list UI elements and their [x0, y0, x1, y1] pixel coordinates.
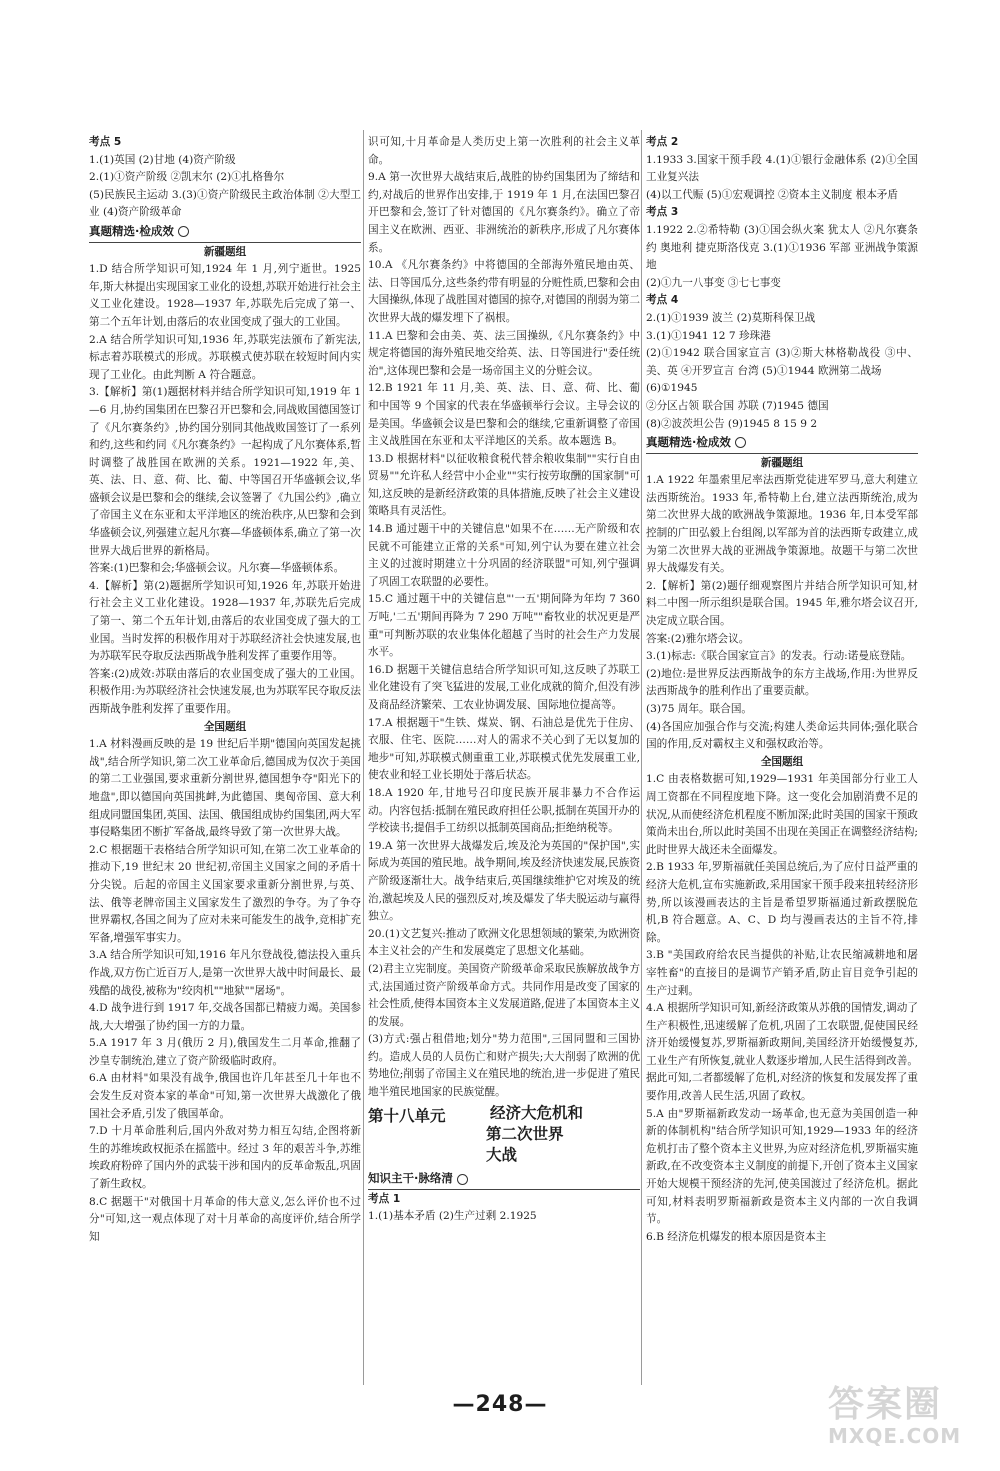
answer-paragraph: ②分区占领 联合国 苏联 (7)1945 德国	[646, 399, 829, 412]
watermark-text: 答案圈	[828, 1384, 943, 1425]
section-heading	[646, 434, 918, 454]
answer-paragraph: 2.(1)①资产阶级 ②凯末尔 (2)①扎格鲁尔	[89, 171, 285, 184]
answer-paragraph: (4)以工代赈 (5)①宏观调控 ②资本主义制度 根本矛盾	[646, 188, 898, 201]
answer-paragraph: 1.D 结合所学知识可知,1924 年 1 月,列宁逝世。1925 年,斯大林提出实现国家工业化的设想,苏联开始进行社会主义工业化建设。1928—1937 年,苏联先后完成了第一、第二个五年计划,由落后的农业国变成了强大的工业国。	[89, 263, 361, 328]
answer-paragraph: 答案:(2)成效:苏联由落后的农业国变成了强大的工业国。积极作用:为苏联经济社会快速发展,也为苏联军民夺取反法西斯战争胜利发挥了重要作用。	[89, 667, 361, 715]
unit-title-line: 大战	[486, 1146, 518, 1165]
unit-title-line: 经济大危机和	[490, 1104, 584, 1123]
answer-paragraph: 13.D 根据材料"以征收粮食税代替余粮收集制""实行自由贸易""允许私人经营中小企业""实行按劳取酬的国家制"可知,这反映的是新经济政策的具体措施,反映了社会主义建设策略具有灵活性。	[368, 452, 640, 518]
answer-paragraph: 5.A 由"罗斯福新政发动一场革命,也无意为美国创造一种新的体制机构"结合所学知识可知,1929—1933 年的经济危机打击了整个资本主义世界,为应对经济危机,罗斯福实施新政,在不改变资本主义制度的前提下,开创了资本主义国家开始大规模干预经济的先河,使美国渡过了经济危机。据此可知,材料表明罗斯福新政是资本主义内部的一次自我调节。	[646, 1107, 918, 1226]
answer-paragraph: 18.A 1920 年,甘地号召印度民族开展非暴力不合作运动。内容包括:抵制在殖民政府担任公职,抵制在英国开办的学校读书;提倡手工纺织以抵制英国商品;拒绝纳税等。	[368, 786, 640, 835]
answer-paragraph: 12.B 1921 年 11 月,美、英、法、日、意、荷、比、葡和中国等 9 个国家的代表在华盛顿举行会议。主导会议的是美国。华盛顿会议是巴黎和会的继续,它重新调整了帝国主义战胜国在东亚和太平洋地区的关系。故本题选 B。	[368, 382, 640, 448]
answer-paragraph: 8.C 据题干"对俄国十月革命的伟大意义,怎么评价也不过分"可知,这一观点体现了对十月革命的高度评价,结合所学知	[89, 1195, 361, 1243]
exam-point-heading: 考点 3	[646, 206, 679, 219]
answer-paragraph: 7.D 十月革命胜利后,国内外敌对势力相互勾结,企图将新生的苏维埃政权扼杀在摇篮中。经过 3 年的艰苦斗争,苏维埃政府粉碎了国内外的武装干涉和国内的反革命叛乱,巩固了新生政权。	[89, 1125, 361, 1191]
column-middle	[368, 134, 640, 1384]
answer-paragraph: (2)君主立宪制度。美国资产阶级革命采取民族解放战争方式,法国通过资产阶级革命方式。共同作用是改变了国家的社会性质,使得本国资本主义发展道路,促进了本国资本主义的发展。	[368, 962, 640, 1028]
exam-point-heading: 考点 1	[368, 1192, 401, 1205]
answer-paragraph: 1.C 由表格数据可知,1929—1931 年美国部分行业工人周工资都在不同程度地下降。这一变化会加剧消费不足的状况,从而使经济危机程度不断加深;此时美国的国家干预政策尚未出台,所以此时美国不出现在美国正在调整经济结构;此时世界大战还未全面爆发。	[646, 773, 918, 856]
answer-paragraph: 1.1933 3.国家干预手段 4.(1)①银行金融体系 (2)①全国工业复兴法	[646, 153, 918, 184]
exam-point-heading: 考点 2	[646, 136, 679, 148]
section-marker-icon	[178, 226, 189, 237]
section-heading	[89, 223, 361, 243]
answer-paragraph: 1.1922 2.②希特勒 (3)①国会纵火案 犹太人 ②凡尔赛条约 奥地利 捷克斯洛伐克 3.(1)①1936 军部 亚洲战争策源地	[646, 223, 918, 272]
answer-paragraph: 识可知,十月革命是人类历史上第一次胜利的社会主义革命。	[368, 136, 640, 166]
answer-paragraph: 14.B 通过题干中的关键信息"如果不在……无产阶级和农民就不可能建立正常的关系"可知,列宁认为要在建立社会主义的过渡时期建立十分巩固的经济联盟"可知,列宁强调了巩固工农联盟的必要性。	[368, 523, 640, 588]
answer-paragraph: (2)①1942 联合国家宣言 (3)②斯大林格勒战役 ③中、美、英 ④开罗宣言 台湾 (5)①1944 欧洲第二战场	[646, 347, 918, 377]
answer-paragraph: 答案:(1)巴黎和会;华盛顿会议。凡尔赛—华盛顿体系。	[89, 562, 345, 575]
column-left	[89, 134, 361, 1384]
answer-paragraph: 1.(1)英国 (2)甘地 (4)资产阶级	[89, 153, 236, 166]
answer-paragraph: 9.A 第一次世界大战结束后,战胜的协约国集团为了缔结和约,对战后的世界作出安排,于 1919 年 1 月,在法国巴黎召开巴黎和会,签订了针对德国的《凡尔赛条约》。确立了帝国主义在欧洲、西亚、非洲统治的新秩序,形成了凡尔赛体系。	[368, 171, 640, 254]
answer-paragraph: (5)民族民主运动 3.(3)①资产阶级民主政治体制 ②大型工业 (4)资产阶级革命	[89, 188, 361, 219]
answer-paragraph: 1.A 1922 年墨索里尼率法西斯党徒进军罗马,意大利建立法西斯统治。1933 年,希特勒上台,建立法西斯统治,成为第二次世界大战的欧洲战争策源地。1936 年,日本受军部控制的广田弘毅上台组阁,以军部为首的法西斯专政建立,成为第二次世界大战的亚洲战争策源地。故题干与第二次世界大战爆发有关。	[646, 474, 918, 575]
watermark-url: MXQE.COM	[828, 1424, 962, 1448]
answer-paragraph: 3.A 结合所学知识可知,1916 年凡尔登战役,德法投入重兵作战,双方伤亡近百万人,是第一次世界大战中时间最长、最残酷的战役,被称为"绞肉机""地狱""屠场"。	[89, 949, 361, 997]
answer-paragraph: (2)地位:是世界反法西斯战争的东方主战场,作用:为世界反法西斯战争的胜利作出了重要贡献。	[646, 667, 918, 698]
answer-paragraph: 2.C 根据题干表格结合所学知识可知,在第二次工业革命的推动下,19 世纪末 20 世纪初,帝国主义国家之间的矛盾十分尖锐。后起的帝国主义国家要求重新分割世界,与英、法、俄等老牌帝国主义国家发生了激烈的争夺。为了争夺世界霸权,各国之间为了应对未来可能发生的战争,竞相扩充军备,增强军事实力。	[89, 843, 361, 944]
answer-paragraph: 15.C 通过题干中的关键信息"'一五'期间降为年均 7 360 万吨,'二五'期间再降为 7 290 万吨""畜牧业的状况更是严重"可判断苏联的农业集体化超越了当时的社会生产力发展水平。	[368, 593, 640, 659]
answer-paragraph: (3)方式:强占租借地;划分"势力范围",三国同盟和三国协约。造成人员的人员伤亡和财产损失;大大削弱了欧洲的优势地位;削弱了帝国主义在殖民地的统治,进一步促进了殖民地半殖民地国家的民族觉醒。	[368, 1033, 640, 1099]
question-group-heading: 新疆题组	[203, 245, 247, 258]
question-group-heading: 全国题组	[760, 755, 804, 768]
answer-paragraph: 3.(1)标志:《联合国家宣言》的发表。行动:诺曼底登陆。	[646, 650, 912, 663]
section-heading-text: 真题精选·检成效	[646, 435, 731, 450]
answer-paragraph: 4.【解析】第(2)题据所学知识可知,1926 年,苏联开始进行社会主义工业化建设。1928—1937 年,苏联先后完成了第一、第二个五年计划,由落后的农业国变成了强大的工业国。当时发挥的积极作用对于苏联经济社会快速发展,也为苏联军民夺取反法西斯战争胜利发挥了重要作用等。	[89, 579, 361, 663]
answer-paragraph: (2)①九一八事变 ③七七事变	[646, 276, 781, 289]
unit-heading	[368, 1104, 640, 1167]
answer-paragraph: (8)②波茨坦公告 (9)1945 8 15 9 2	[646, 417, 818, 430]
column-divider	[363, 130, 364, 1385]
answer-paragraph: 1.(1)基本矛盾 (2)生产过剩 2.1925	[368, 1210, 537, 1223]
section-marker-icon	[735, 437, 746, 448]
answer-paragraph: 6.A 由材料"如果没有战争,俄国也许几年甚至几十年也不会发生反对资本家的革命"可知,第一次世界大战激化了俄国社会矛盾,引发了俄国革命。	[89, 1072, 361, 1120]
answer-paragraph: 20.(1)文艺复兴:推动了欧洲文化思想领域的繁荣,为欧洲资本主义社会的产生和发展奠定了思想文化基础。	[368, 927, 640, 958]
question-group-heading: 全国题组	[203, 720, 247, 733]
page-number: —248—	[452, 1392, 548, 1417]
column-right	[646, 134, 918, 1384]
section-heading	[368, 1170, 640, 1190]
answer-paragraph: 1.A 材料漫画反映的是 19 世纪后半期"德国向英国发起挑战",结合所学知识,第二次工业革命后,德国成为仅次于美国的第二工业强国,要求重新分割世界,德国想争夺"阳光下的地盘",即以德国向英国挑衅,为此德国、奥匈帝国、意大利组成同盟国集团,英国、法国、俄国组成协约国集团,两大军事侵略集团不断扩军备战,最终导致了第一次世界大战。	[89, 738, 361, 839]
answer-paragraph: 3.B "美国政府给农民当提供的补贴,让农民缩减耕地和屠宰牲畜"的直接目的是调节产销矛盾,防止盲目竞争引起的生产过剩。	[646, 949, 918, 997]
answer-paragraph: 5.A 1917 年 3 月(俄历 2 月),俄国发生二月革命,推翻了沙皇专制统治,建立了资产阶级临时政府。	[89, 1037, 361, 1067]
answer-paragraph: 10.A 《凡尔赛条约》中将德国的全部海外殖民地由英、法、日等国瓜分,这些条约带有明显的分赃性质,巴黎和会由大国操纵,体现了战胜国对德国的掠夺,对德国的削弱为第二次世界大战的爆发埋下了祸根。	[368, 259, 640, 324]
watermark-logo	[828, 1385, 978, 1453]
answer-paragraph: 3.【解析】第(1)题据材料并结合所学知识可知,1919 年 1—6 月,协约国集团在巴黎召开巴黎和会,同战败国德国签订了《凡尔赛条约》,协约国分别同其他战败国签订了一系列和约,这些和约同《凡尔赛条约》一起构成了凡尔赛体系,暂时调整了战胜国在欧洲的关系。1921—1922 年,美、英、法、日、意、荷、比、葡、中等国召开华盛顿会议,华盛顿会议是巴黎和会的继续,会议签署了《九国公约》,确立了帝国主义在东亚和太平洋地区的统治秩序,从巴黎和会到华盛顿会议,列强建立起凡尔赛—华盛顿体系,确立了第一次世界大战后世界的新格局。	[89, 386, 361, 557]
answer-paragraph: 11.A 巴黎和会由美、英、法三国操纵,《凡尔赛条约》中规定将德国的海外殖民地交给英、法、日等国进行"委任统治",这体现巴黎和会是一场帝国主义的分赃会议。	[368, 329, 640, 377]
answer-paragraph: 3.(1)①1941 12 7 珍珠港	[646, 329, 771, 342]
unit-number: 第十八单元	[368, 1106, 446, 1125]
answer-paragraph: 2.B 1933 年,罗斯福就任美国总统后,为了应付日益严重的经济大危机,宣布实施新政,采用国家干预手段来扭转经济形势,所以该漫画表达的主旨是希望罗斯福通过新政摆脱危机,B 符合题意。A、C、D 均与漫画表达的主旨不符,排除。	[646, 861, 918, 944]
answer-paragraph: 17.A 根据题干"生铁、煤炭、钢、石油总是优先于住房、衣服、住宅、医院……对人的需求不关心到了无以复加的地步"可知,苏联模式侧重重工业,苏联模式优先发展重工业,使农业和轻工业长期处于落后状态。	[368, 716, 640, 782]
answer-paragraph: (6)①1945	[646, 382, 698, 395]
answer-paragraph: (3)75 周年。联合国。	[646, 703, 753, 715]
answer-paragraph: 19.A 第一次世界大战爆发后,埃及沦为英国的"保护国",实际成为英国的殖民地。战争期间,埃及经济快速发展,民族资产阶级逐渐壮大。战争结束后,英国继续维护它对埃及的统治,激起埃及人民的强烈反对,埃及爆发了华夫脱运动与赢得独立。	[368, 839, 640, 923]
section-marker-icon	[457, 1174, 468, 1185]
answer-paragraph: (4)各国应加强合作与交流;构建人类命运共同体;强化联合国的作用,反对霸权主义和强权政治等。	[646, 720, 918, 751]
section-heading-text: 知识主干·脉络清	[368, 1171, 453, 1186]
answer-paragraph: 16.D 据题干关键信息结合所学知识可知,这反映了苏联工业化建设有了突飞猛进的发展,工业化成就的简介,但没有涉及商品经济繁荣、工农业协调发展、国际地位提高等。	[368, 663, 640, 711]
answer-paragraph: 2.【解析】第(2)题仔细观察图片并结合所学知识可知,材料二中图一所示组织是联合国。1945 年,雅尔塔会议召开,决定成立联合国。	[646, 579, 918, 628]
answer-paragraph: 4.A 根据所学知识可知,新经济政策从苏俄的国情发,调动了生产积极性,迅速缓解了危机,巩固了工农联盟,促使国民经济开始缓慢复苏,罗斯福新政期间,美国经济开始缓慢复苏,工业生产有所恢复,就业人数逐步增加,人民生活得到改善。据此可知,二者都缓解了危机,对经济的恢复和发展发挥了重要作用,改善人民生活,巩固了政权。	[646, 1002, 918, 1103]
exam-point-heading: 考点 4	[646, 294, 679, 307]
answer-paragraph: 答案:(2)雅尔塔会议。	[646, 632, 750, 645]
answer-paragraph: 6.B 经济危机爆发的根本原因是资本主	[646, 1230, 827, 1243]
answer-paragraph: 4.D 战争进行到 1917 年,交战各国都已精疲力竭。美国参战,大大增强了协约国一方的力量。	[89, 1002, 361, 1032]
question-group-heading: 新疆题组	[760, 456, 804, 469]
unit-title-line: 第二次世界	[486, 1125, 564, 1144]
section-heading-text: 真题精选·检成效	[89, 223, 174, 238]
column-divider	[641, 130, 642, 1385]
exam-point-heading: 考点 5	[89, 136, 122, 148]
answer-paragraph: 2.(1)①1939 波兰 (2)莫斯科保卫战	[646, 311, 816, 324]
answer-paragraph: 2.A 结合所学知识可知,1936 年,苏联宪法颁布了新宪法,标志着苏联模式的形成。苏联模式使苏联在较短时间内实现了工业化。由此判断 A 符合题意。	[89, 333, 361, 381]
